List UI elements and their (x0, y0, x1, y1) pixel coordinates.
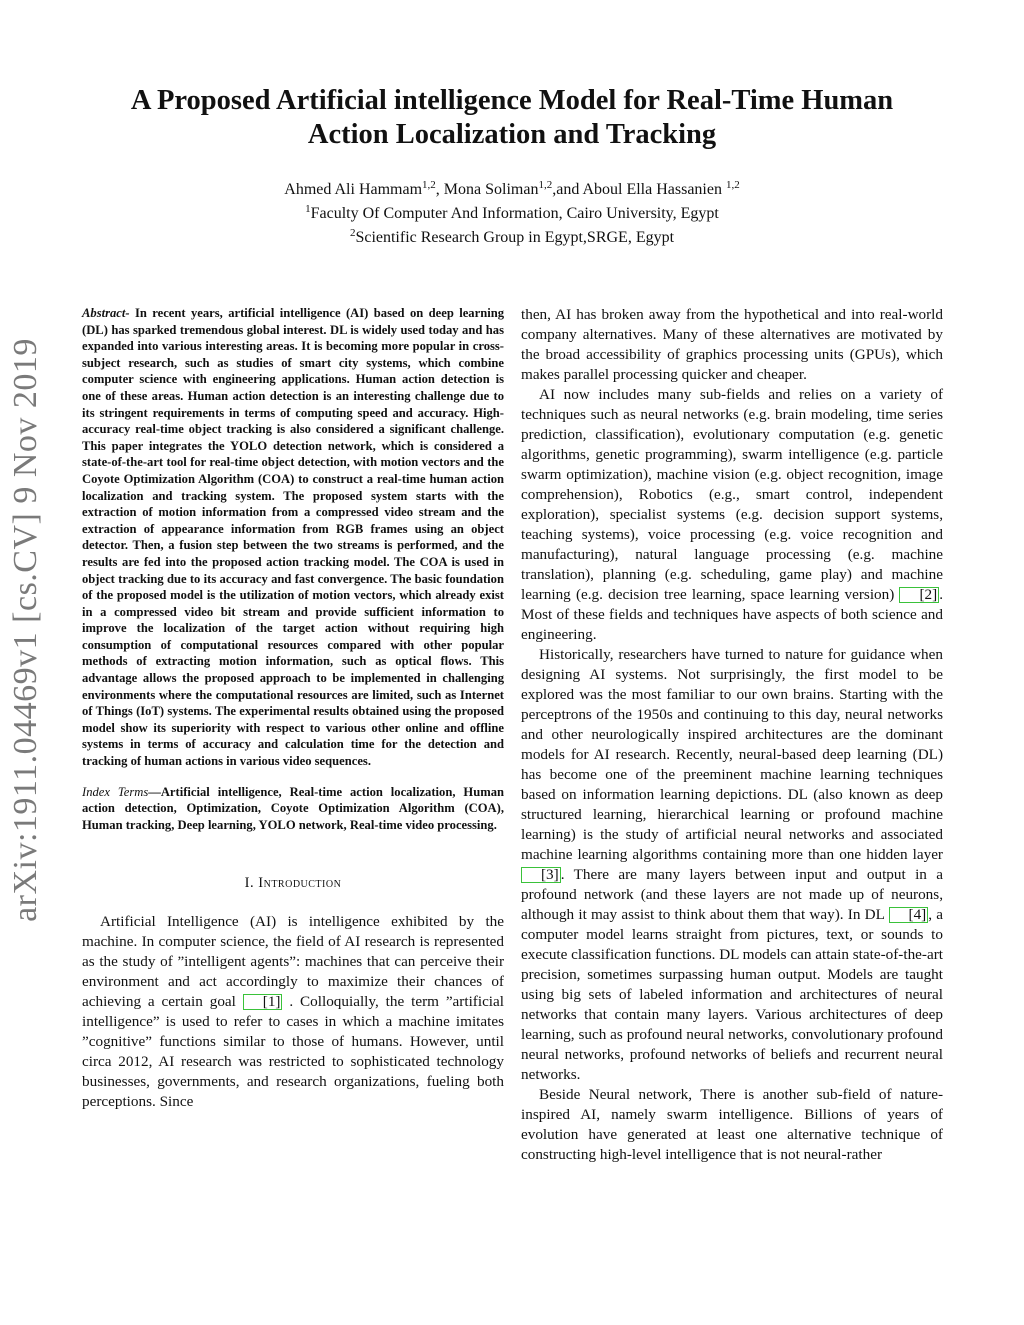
abstract-label: Abstract- (82, 306, 130, 320)
author-block (100, 178, 924, 250)
intro-paragraph: Artificial Intelligence (AI) is intelligence exhibited by the machine. In computer science, the field of AI research is represented as the study of ”intelligent agents”: machines that can perceive their environment and act accordingly to maximize their chances of achieving a certain goal [1] . Colloquially, the term ”artificial intelligence” is used to refer to cases in which a machine imitates ”cognitive” functions similar to those of humans. However, until circa 2012, AI research was restricted to sophisticated technology businesses, governments, and research organizations, fueling both perceptions. Since (82, 913, 504, 1111)
body-paragraph: AI now includes many sub-fields and relies on a variety of techniques such as neural networks (e.g. brain modeling, time series prediction, classification), evolutionary computation (e.g. genetic algorithms, genetic programming), swarm intelligence (e.g. particle swarm optimization), machine vision (e.g. object recognition, image comprehension), Robotics (e.g., smart control, independent exploration), specialist systems (e.g. decision support systems, teaching systems), voice processing (e.g. voice recognition and manufacturing), natural language processing (e.g. machine translation), planning (e.g. scheduling, game play) and machine learning (e.g. decision tree learning, space learning version) [2] . Most of these fields and techniques have aspects of both science and engineering. (521, 386, 943, 643)
section-title: Introduction (258, 875, 342, 892)
citation-link[interactable]: [3] (521, 867, 561, 883)
body-paragraph: Historically, researchers have turned to nature for guidance when designing AI systems. Not surprisingly, the first model to be explored was the most familiar to our own brains. Starting with the perceptrons of the 1950s and continuing to this day, neural networks and other neurologically inspired architectures are the dominant models for AI research. Recently, neural-based deep learning (DL) has become one of the preeminent machine learning techniques based on information learning depictions. DL (also known as deep structured learning, hierarchical learning or profound machine learning) is the study of artificial neural networks and associated machine learning algorithms containing more than one hidden layer [3] . There are many layers between input and output in a profound network (and these layers are not made up of neurons, although it may assist to think about them that way). In DL [4] , a computer model learns straight from pictures, text, or sounds to execute classification functions. DL models can attain state-of-the-art precision, sometimes surpassing human output. Models are taught using big sets of labeled information and architectures of neural networks that contain many layers. Various architectures of deep learning, such as profound neural networks, convolutionary profound neural networks, profound networks of beliefs and recurrent neural networks. (521, 646, 943, 1083)
section-numeral: I. (244, 875, 259, 892)
index-terms-text: —Artificial intelligence, Real-time action localization, Human action detection, Optimization, Coyote Optimization Algorithm (COA), Human tracking, Deep learning, YOLO network, Real-time video processing. (82, 784, 505, 832)
author-affil-mark: 1,2 (422, 179, 436, 191)
author-affil-mark: 1,2 (725, 179, 740, 191)
citation-link[interactable]: [2] (899, 587, 939, 603)
arxiv-identifier-stamp: arXiv:1911.04469v1 [cs.CV] 9 Nov 2019 (7, 338, 44, 922)
author-affil-mark: 1,2 (538, 179, 553, 191)
affiliation-2: $^2$Scientific Research Group in Egypt,SRGE, Egypt (349, 227, 675, 246)
abstract (82, 305, 504, 770)
affil-mark: 1 (305, 203, 311, 215)
paper-title: A Proposed Artificial intelligence Model for Real-Time Human Action Localization and Tracking (130, 85, 894, 150)
section-heading (82, 875, 504, 892)
abstract-text: In recent years, artificial intelligence (AI) based on deep learning (DL) has sparked tremendous global interest. DL is widely used today and has expanded into various interesting areas. It is becoming more popular in cross-subject research, such as studies of smart city systems, which combine computer science with engineering applications. Human action detection is one of these areas. Human action detection is an interesting challenge due to its stringent requirements in terms of computing speed and accuracy. High-accuracy real-time object tracking is also considered a significant challenge. This paper integrates the YOLO detection network, which is considered a state-of-the-art tool for real-time object detection, with motion vectors and the Coyote Optimization Algorithm (COA) to construct a real-time human action localization and tracking system. The proposed system starts with the extraction of motion information from a compressed video stream and the extraction of appearance information from RGB frames using an object detector. Then, a fusion step between the two streams is performed, and the results are fed into the proposed action tracking model. The COA is used in object tracking due to its accuracy and fast convergence. The basic foundation of the proposed model is the utilization of motion vectors, which already exist in a compressed video bit stream and provide sufficient information to improve the localization of the target action without requiring high consumption of computational resources compared with other popular methods of extracting motion information, such as optical flows. This advantage allows the proposed approach to be implemented in challenging environments where the computational resources are limited, such as Internet of Things (IoT) systems. The experimental results obtained using the proposed model show its superiority with respect to various other online and offline systems in terms of accuracy and calculation time for the detection and tracking of human actions in various video sequences. (82, 306, 504, 769)
citation-link[interactable]: [1] (243, 994, 283, 1010)
author-name: Ahmed Ali Hammam (284, 181, 423, 198)
author-line (284, 181, 739, 198)
index-terms (82, 784, 504, 834)
body-paragraph: Beside Neural network, There is another sub-field of nature-inspired AI, namely swarm intelligence. Billions of years of evolution have generated at least one alternative technique of constructing high-level intelligence that is not neural-rather (521, 1086, 943, 1163)
body-paragraph: then, AI has broken away from the hypothetical and into real-world company alternatives. Many of these alternatives are motivated by the broad accessibility of graphics processing units (GPUs), which makes parallel processing quicker and cheaper. (521, 306, 943, 383)
author-name: , Mona Soliman (435, 181, 539, 198)
affiliation-1: $^1$Faculty Of Computer And Information, Cairo University, Egypt (305, 203, 719, 222)
index-terms-label: Index Terms (82, 784, 149, 799)
author-name: ,and Aboul Ella Hassanien (552, 181, 726, 198)
left-column (82, 305, 504, 1112)
affil-mark: 2 (349, 227, 356, 239)
right-column (521, 305, 943, 1165)
citation-link[interactable]: [4] (889, 907, 929, 923)
